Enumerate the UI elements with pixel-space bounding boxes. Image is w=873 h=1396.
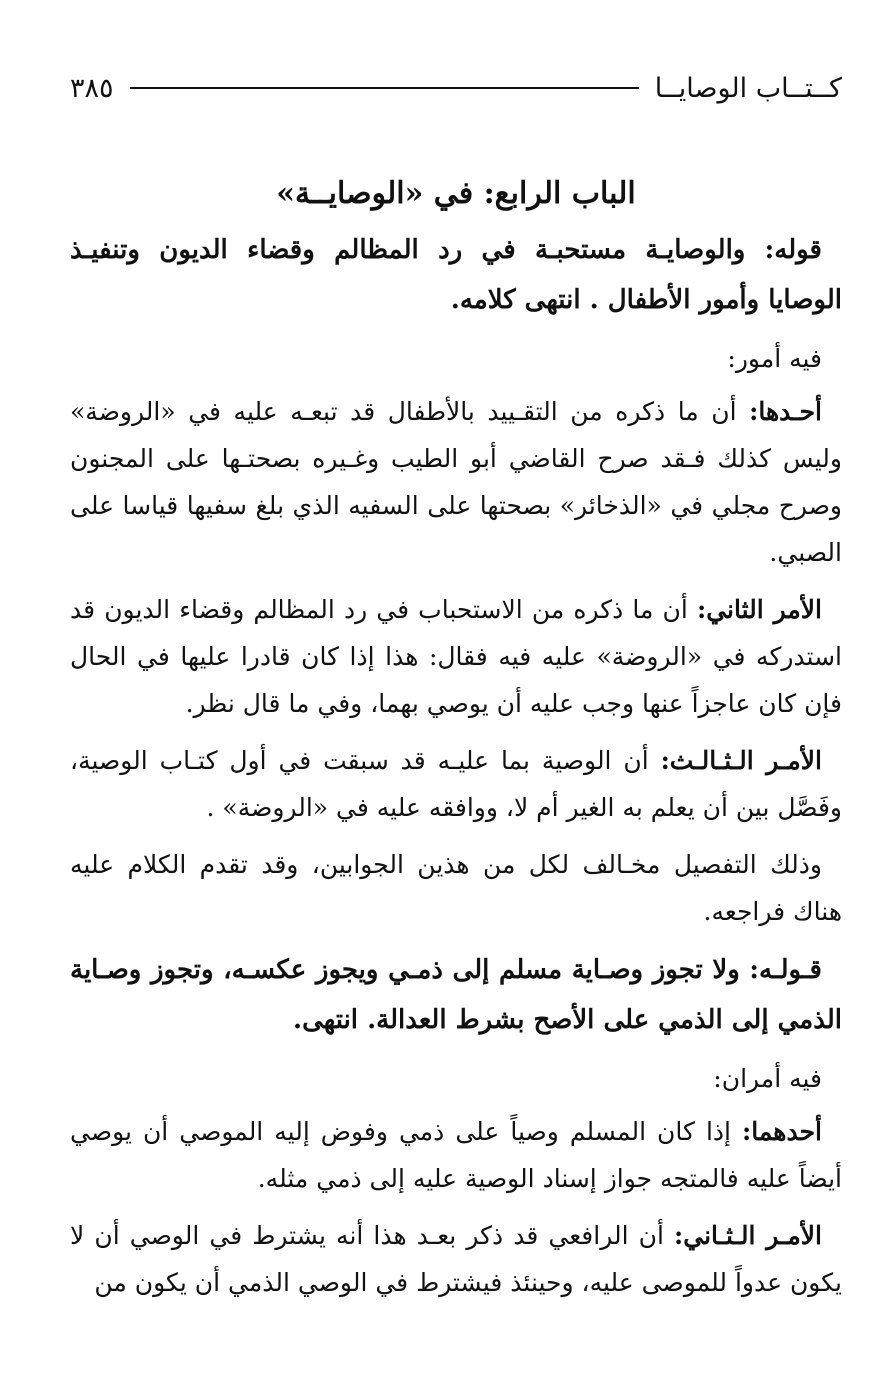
paragraph-text: وذلك التفصيل مخـالف لكل من هذين الجوابين، وقد تقدم الكلام عليه هناك فراجعه. bbox=[70, 850, 842, 926]
page-number: ٣٨٥ bbox=[70, 72, 114, 104]
quote-paragraph bbox=[70, 945, 842, 1045]
page bbox=[70, 62, 842, 1316]
paragraph bbox=[70, 335, 842, 382]
paragraph bbox=[70, 841, 842, 935]
paragraph-text: إذا كان المسلم وصياً على ذمي وفوض إليه الموصي أن يوصي أيضاً عليه فالمتجه جواز إسناد الوصية عليه إلى ذمي مثله. bbox=[70, 1117, 842, 1193]
paragraph-lead: الأمـر الـثـالـث: bbox=[660, 746, 822, 775]
paragraph bbox=[70, 586, 842, 727]
paragraph-lead: الأمـر الـثـاني: bbox=[674, 1221, 822, 1250]
running-title: كــتــاب الوصايــا bbox=[654, 72, 842, 104]
paragraph-text: أن ما ذكره من التقـييد بالأطفال قد تبعـه عليه في «الروضة» وليس كذلك فـقد صرح القاضي أبو الطيب وغـيره بصحتـها على المجنون وصرح مجلي في «الذخائر» بصحتها على السفيه الذي بلغ سفيها قياسا على الصبي. bbox=[70, 397, 842, 567]
paragraph-text: قوله: والوصايـة مستحبـة في رد المظالم وقضاء الديون وتنفيـذ الوصايا وأمور الأطفال . انتهى كلامه. bbox=[70, 235, 842, 315]
paragraph bbox=[70, 1108, 842, 1202]
paragraph bbox=[70, 1212, 842, 1306]
paragraph bbox=[70, 388, 842, 576]
paragraph bbox=[70, 1055, 842, 1102]
header-rule bbox=[130, 87, 639, 89]
chapter-title: الباب الرابع: في «الوصايــة» bbox=[276, 176, 636, 211]
quote-paragraph bbox=[70, 225, 842, 325]
paragraph-text: أن الرافعي قد ذكر بعـد هذا أنه يشترط في الوصي أن لا يكون عدواً للموصى عليه، وحينئذ فيشترط في الوصي الذمي أن يكون من bbox=[70, 1221, 842, 1297]
paragraph-text: فيه أمور: bbox=[727, 344, 822, 373]
paragraph-lead: الأمر الثاني: bbox=[696, 595, 822, 624]
paragraph-text: أن الوصية بما عليـه قد سبقت في أول كتـاب الوصية، وفَصَّل بين أن يعلم به الغير أم لا، ووافقه عليه في «الروضة» . bbox=[70, 746, 842, 822]
paragraph-text: قـولـه: ولا تجوز وصـاية مسلم إلى ذمـي ويجوز عكسـه، وتجوز وصـاية الذمي إلى الذمي على الأصح بشرط العدالة. انتهى. bbox=[70, 955, 842, 1035]
paragraph-text: فيه أمران: bbox=[713, 1064, 822, 1093]
paragraph-lead: أحـدها: bbox=[749, 397, 822, 426]
paragraph-text: أن ما ذكره من الاستحباب في رد المظالم وقضاء الديون قد استدركه في «الروضة» عليه فيه فقال: هذا إذا كان قادرا عليها في الحال فإن كان عاجزاً عنها وجب عليه أن يوصي بهما، وفي ما قال نظر. bbox=[70, 595, 842, 718]
running-header bbox=[70, 62, 842, 114]
paragraph bbox=[70, 737, 842, 831]
paragraph-lead: أحدهما: bbox=[741, 1117, 822, 1146]
